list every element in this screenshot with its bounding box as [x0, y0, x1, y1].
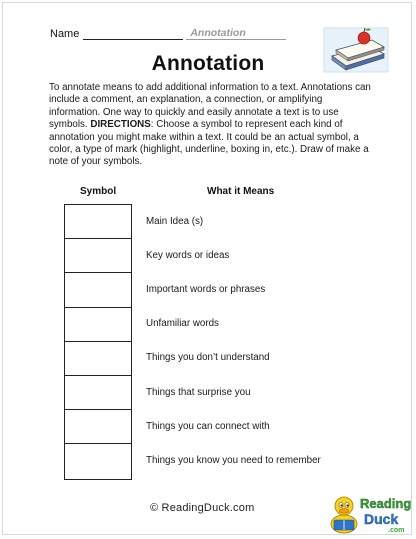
name-field-line[interactable] — [83, 28, 183, 40]
meaning-item: Unfamiliar words — [146, 318, 219, 330]
meaning-item: Key words or ideas — [146, 249, 230, 261]
meaning-item: Main Idea (s) — [146, 215, 204, 227]
header-sheet-title: Annotation — [186, 27, 286, 40]
footer-copyright: © ReadingDuck.com — [150, 502, 255, 514]
symbol-cell[interactable] — [65, 239, 131, 273]
logo-text-com: .com — [388, 527, 405, 534]
symbol-table — [64, 204, 132, 480]
intro-text-before: To annotate means to add additional information to a text. Annotations can include a comment, an explanation, a connection, or amplifying information. One way to quickly and easily annotate a text is to use symbols. — [49, 82, 371, 131]
symbol-column-header: Symbol — [80, 186, 117, 197]
page-title: Annotation — [151, 52, 265, 75]
symbol-cell[interactable] — [65, 376, 131, 410]
meaning-column-header: What it Means — [207, 186, 275, 197]
intro-text-after: : Choose a symbol to represent each kind of annotation you might make within a text. It could be an actual symbol, a color, a type of mark (highlight, underline, boxing in, etc.). Draw of make a note of your symbols. — [49, 119, 369, 168]
symbol-cell[interactable] — [65, 308, 131, 342]
symbol-cell[interactable] — [65, 205, 131, 239]
name-label: Name — [50, 28, 80, 40]
meaning-item: Things that surprise you — [146, 386, 251, 398]
logo-text-reading: Reading — [360, 496, 412, 511]
meaning-item: Things you can connect with — [146, 420, 270, 432]
logo-text-duck: Duck — [364, 511, 399, 527]
intro-paragraph — [49, 82, 373, 169]
reading-duck-logo — [326, 488, 414, 536]
meaning-item: Important words or phrases — [146, 283, 266, 295]
meaning-item: Things you don’t understand — [146, 352, 270, 364]
directions-label: DIRECTIONS — [90, 119, 151, 131]
symbol-cell[interactable] — [65, 410, 131, 444]
meaning-list — [146, 204, 386, 478]
name-row — [50, 24, 286, 40]
symbol-cell[interactable] — [65, 444, 131, 478]
symbol-cell[interactable] — [65, 273, 131, 307]
meaning-item: Things you know you need to remember — [146, 454, 321, 466]
symbol-cell[interactable] — [65, 342, 131, 376]
